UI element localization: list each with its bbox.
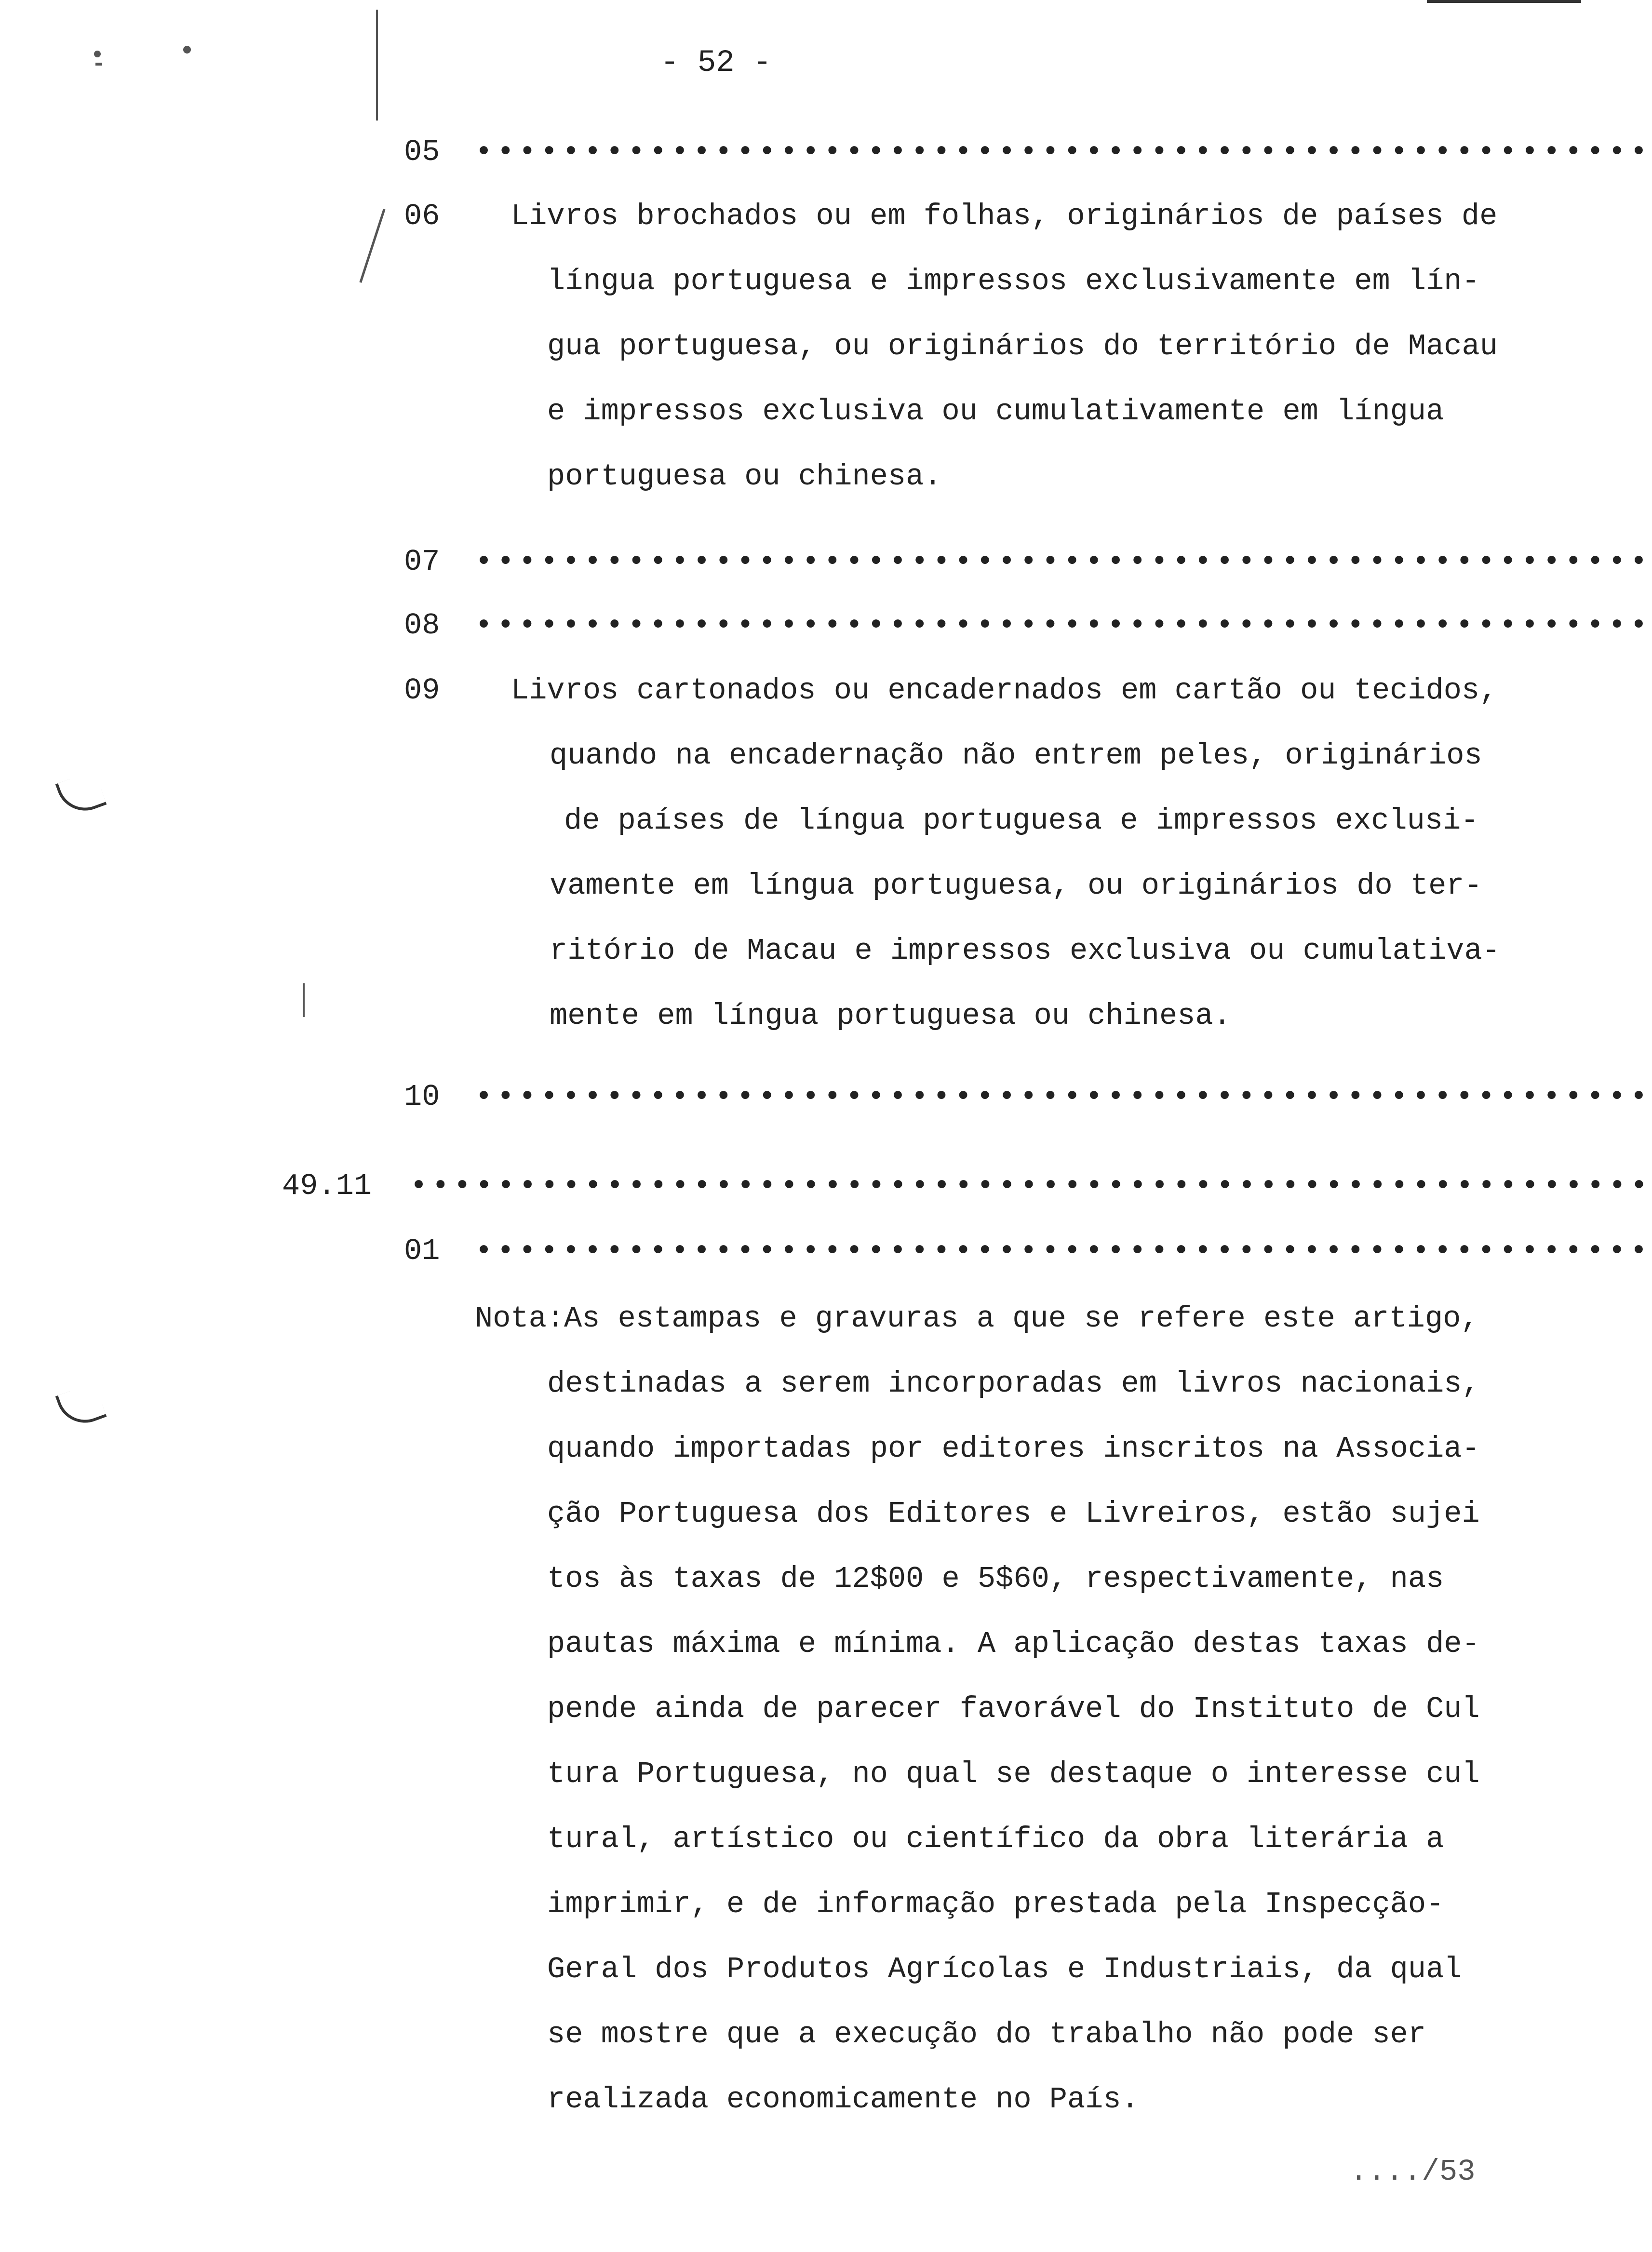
nota-line-2: destinadas a serem incorporadas em livros nacionais,	[547, 1367, 1480, 1401]
pen-tick-mark	[303, 983, 305, 1017]
pen-stroke-mark	[359, 209, 385, 283]
entry-code-49-11: 49.11	[282, 1169, 372, 1203]
entry-code-05: 05	[404, 135, 440, 169]
entry-09-line-3: de países de língua portuguesa e impressos exclusi-	[564, 804, 1479, 838]
nota-line-5: tos às taxas de 12$00 e 5$60, respectivamente, nas	[547, 1562, 1444, 1596]
entry-09-line-5: ritório de Macau e impressos exclusiva ou cumulativa-	[550, 934, 1500, 968]
continuation-marker: ..../53	[1350, 2155, 1476, 2189]
entry-code-10: 10	[404, 1080, 440, 1114]
entry-dots-08: ••••••••••••••••••••••••••••••••••••••••••••••••••••••	[475, 608, 1652, 643]
nota-line-9: tural, artístico ou científico da obra literária a	[547, 1822, 1444, 1856]
top-edge-rule	[1427, 0, 1581, 3]
entry-06-line-5: portuguesa ou chinesa.	[547, 459, 942, 494]
nota-line-7: pende ainda de parecer favorável do Instituto de Cul	[547, 1692, 1480, 1726]
speck-mark-1	[94, 51, 101, 57]
entry-06-line-1: Livros brochados ou em folhas, originários de países de	[511, 199, 1498, 233]
nota-line-13: realizada economicamente no País.	[547, 2082, 1139, 2117]
entry-dots-07: ••••••••••••••••••••••••••••••••••••••••••••••••••••••	[475, 545, 1652, 579]
speck-mark-2	[183, 46, 191, 54]
entry-dots-01: ••••••••••••••••••••••••••••••••••••••••••••••••••••••	[475, 1234, 1652, 1268]
entry-code-08: 08	[404, 608, 440, 643]
entry-09-line-1: Livros cartonados ou encadernados em cartão ou tecidos,	[511, 673, 1498, 708]
nota-line-3: quando importadas por editores inscritos na Associa-	[547, 1432, 1480, 1466]
entry-dots-49-11: •••••••••••••••••••••••••••••••••••••••••••••••••••••••••	[410, 1169, 1652, 1203]
hole-punch-mark-1	[55, 770, 107, 819]
nota-label: Nota:	[475, 1301, 565, 1336]
nota-line-10: imprimir, e de informação prestada pela Inspecção-	[547, 1887, 1444, 1921]
entry-06-line-2: língua portuguesa e impressos exclusivamente em lín-	[547, 264, 1480, 298]
entry-code-01: 01	[404, 1234, 440, 1268]
entry-06-line-4: e impressos exclusiva ou cumulativamente em língua	[547, 394, 1444, 429]
entry-09-line-6: mente em língua portuguesa ou chinesa.	[550, 999, 1231, 1033]
nota-line-6: pautas máxima e mínima. A aplicação destas taxas de-	[547, 1627, 1480, 1661]
scan-line-mark	[376, 10, 378, 121]
nota-line-8: tura Portuguesa, no qual se destaque o interesse cul	[547, 1757, 1480, 1791]
nota-line-1: As estampas e gravuras a que se refere este artigo,	[564, 1301, 1479, 1336]
entry-dots-05: ••••••••••••••••••••••••••••••••••••••••••••••••••••••	[475, 135, 1652, 169]
entry-09-line-4: vamente em língua portuguesa, ou originários do ter-	[550, 869, 1482, 903]
entry-06-line-3: gua portuguesa, ou originários do território de Macau	[547, 329, 1498, 363]
nota-line-11: Geral dos Produtos Agrícolas e Industriais, da qual	[547, 1952, 1462, 1986]
nota-line-4: ção Portuguesa dos Editores e Livreiros, estão sujei	[547, 1497, 1480, 1531]
hole-punch-mark-2	[55, 1382, 107, 1431]
entry-code-06: 06	[404, 199, 440, 233]
entry-09-line-2: quando na encadernação não entrem peles, originários	[550, 738, 1482, 773]
entry-code-07: 07	[404, 545, 440, 579]
speck-mark-3	[95, 63, 102, 66]
nota-line-12: se mostre que a execução do trabalho não pode ser	[547, 2017, 1426, 2051]
entry-code-09: 09	[404, 673, 440, 708]
entry-dots-10: ••••••••••••••••••••••••••••••••••••••••••••••••••••••	[475, 1080, 1652, 1114]
page-number: - 52 -	[660, 46, 772, 80]
